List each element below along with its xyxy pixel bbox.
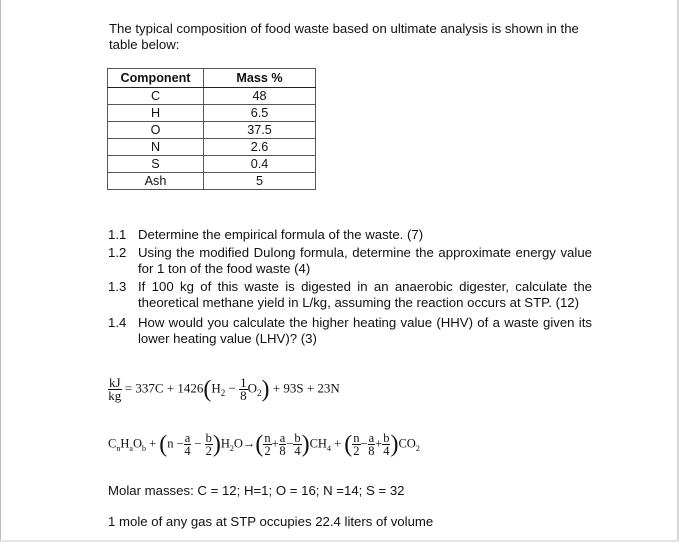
b-over-4-fraction <box>293 432 301 457</box>
fraction-numerator: 1 <box>240 375 247 390</box>
subscript: 2 <box>415 443 420 453</box>
component-cell: S <box>108 156 204 173</box>
subscript: 2 <box>220 388 226 399</box>
question-1-4 <box>108 315 592 347</box>
left-border <box>0 0 1 542</box>
fraction-denominator: kg <box>108 388 122 403</box>
fraction-denominator: 2 <box>264 444 271 458</box>
question-number: 1.4 <box>108 315 127 330</box>
minus-sign: − <box>225 380 240 396</box>
subscript: 2 <box>257 388 262 399</box>
close-paren: ) <box>390 431 399 458</box>
formula-term: H <box>120 436 130 451</box>
fraction-denominator: 8 <box>368 444 375 458</box>
plus-sign: + <box>330 436 345 451</box>
mass-cell: 0.4 <box>204 156 316 173</box>
table-row <box>108 156 316 173</box>
open-paren: ( <box>344 431 353 458</box>
plus-sign: + <box>145 436 160 451</box>
close-paren: ) <box>261 376 270 403</box>
subscript: a <box>129 443 133 453</box>
question-number: 1.1 <box>108 227 127 242</box>
gas-volume-text: 1 mole of any gas at STP occupies 22.4 liters of volume <box>108 514 434 529</box>
mass-cell: 37.5 <box>204 122 316 139</box>
table-row <box>108 88 316 105</box>
mass-cell: 2.6 <box>204 139 316 156</box>
fraction-denominator: 8 <box>240 388 247 403</box>
subscript: 2 <box>229 443 234 453</box>
close-paren: ) <box>212 431 221 458</box>
formula-term: O <box>247 380 258 396</box>
question-text: Determine the empirical formula of the waste. (7) <box>138 227 424 242</box>
formula-term: + 93S + 23N <box>269 380 340 396</box>
kj-per-kg-fraction <box>108 377 122 402</box>
open-paren: ( <box>159 431 168 458</box>
question-number: 1.3 <box>108 279 127 294</box>
mass-cell: 6.5 <box>204 105 316 122</box>
intro-text: The typical composition of food waste based on ultimate analysis is shown in the table below: <box>109 21 579 52</box>
header-component: Component <box>108 69 204 88</box>
composition-table <box>107 68 316 190</box>
reaction-equation: $C_nH_aO_b + (n$ − $\frac{a}{4}$ − $\frac{b}{2}$ )$H_2O\to$( $\frac{n}{2}$ + $\frac{a}{8}$ − $\frac{b}{4}$ )$CH_4$ + ( $\frac{n}{2}$ − $\frac{a}{8}$ + $\frac{b}{4}$ )$CO_2$ <box>108 431 420 458</box>
subscript: 4 <box>326 443 331 453</box>
fraction-numerator: a <box>368 431 375 445</box>
component-cell: N <box>108 139 204 156</box>
arrow-icon: → <box>242 436 256 451</box>
question-text: How would you calculate the higher heating value (HHV) of a waste given its lower heating value (LHV)? (3) <box>138 315 592 346</box>
fraction-numerator: n <box>353 431 360 445</box>
table-header-row <box>108 69 316 88</box>
question-1-2 <box>108 245 592 277</box>
fraction-denominator: 8 <box>279 444 286 458</box>
formula-term: CH <box>309 436 327 451</box>
table-row <box>108 173 316 190</box>
component-cell: Ash <box>108 173 204 190</box>
fraction-denominator: 4 <box>184 444 191 458</box>
question-text: Using the modified Dulong formula, determine the approximate energy value for 1 ton of the food waste (4) <box>138 245 592 276</box>
mass-cell: 5 <box>204 173 316 190</box>
question-text: If 100 kg of this waste is digested in an anaerobic digester, calculate the theoretical methane yield in L/kg, assuming the reaction occurs at STP. (12) <box>138 279 592 310</box>
fraction-denominator: 4 <box>294 444 301 458</box>
molar-masses-text: Molar masses: C = 12; H=1; O = 16; N =14; S = 32 <box>108 483 405 498</box>
formula-term: CO <box>398 436 416 451</box>
open-paren: ( <box>255 431 264 458</box>
table-row <box>108 105 316 122</box>
table-row <box>108 139 316 156</box>
component-cell: C <box>108 88 204 105</box>
n-over-2-fraction <box>263 432 271 457</box>
fraction-numerator: kJ <box>109 375 121 390</box>
formula-term: O <box>132 436 142 451</box>
question-1-3 <box>108 279 592 311</box>
close-paren: ) <box>301 431 310 458</box>
mass-cell: 48 <box>204 88 316 105</box>
subscript: b <box>141 443 146 453</box>
one-eighth-fraction <box>239 377 248 402</box>
fraction-denominator: 4 <box>383 444 390 458</box>
formula-term: O <box>233 436 243 451</box>
fraction-numerator: b <box>294 431 301 445</box>
component-cell: O <box>108 122 204 139</box>
fraction-numerator: b <box>205 431 212 445</box>
table-row <box>108 122 316 139</box>
component-cell: H <box>108 105 204 122</box>
formula-term: = 337C + 1426 <box>124 380 204 396</box>
formula-term: n − <box>167 436 184 451</box>
formula-term: H <box>211 380 221 396</box>
fraction-denominator: 2 <box>353 444 360 458</box>
n-over-2-fraction <box>352 432 360 457</box>
fraction-numerator: a <box>279 431 286 445</box>
fraction-denominator: 2 <box>205 444 212 458</box>
open-paren: ( <box>203 376 212 403</box>
fraction-numerator: a <box>184 431 191 445</box>
dulong-formula <box>108 377 340 402</box>
fraction-numerator: b <box>383 431 390 445</box>
fraction-numerator: n <box>264 431 271 445</box>
formula-term: C <box>108 436 117 451</box>
header-mass: Mass % <box>204 69 316 88</box>
question-number: 1.2 <box>108 245 127 260</box>
formula-term: H <box>220 436 230 451</box>
question-1-1 <box>108 227 592 243</box>
subscript: n <box>116 443 121 453</box>
b-over-2-fraction <box>205 432 213 457</box>
